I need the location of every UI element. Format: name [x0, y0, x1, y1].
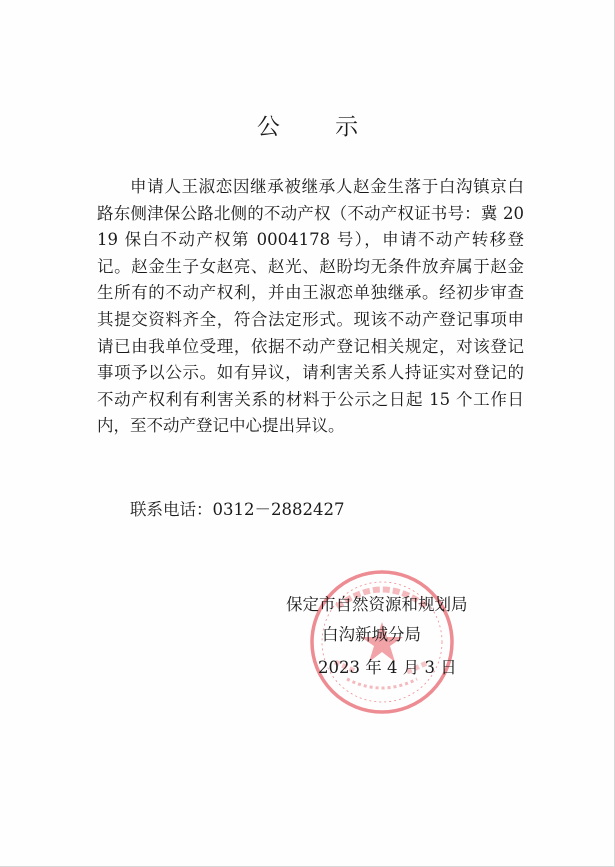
signing-branch: 白沟新城分局	[322, 625, 421, 644]
signing-date: 2023 年 4 月 3 日	[318, 658, 457, 677]
page-title: 公 示	[256, 114, 383, 140]
signing-organization: 保定市自然资源和规划局	[286, 595, 468, 614]
notice-body: 申请人王淑恋因继承被继承人赵金生落于白沟镇京白路东侧津保公路北侧的不动产权（不动产权证书号：冀 2019 保白不动产权第 0004178 号），申请不动产转移登记。赵金生子女赵亮、赵光、赵盼均无条件放弃属于赵金生所有的不动产权利，并由王淑恋单独继承。经初步审查其提交资料齐全，符合法定形式。现该不动产登记事项申请已由我单位受理，依据不动产登记相关规定，对该登记事项予以公示。如有异议，请利害关系人持证实对登记的不动产权利有利害关系的材料于公示之日起 15 个工作日内，至不动产登记中心提出异议。	[97, 177, 524, 436]
contact-phone: 联系电话：0312－2882427	[130, 500, 345, 519]
